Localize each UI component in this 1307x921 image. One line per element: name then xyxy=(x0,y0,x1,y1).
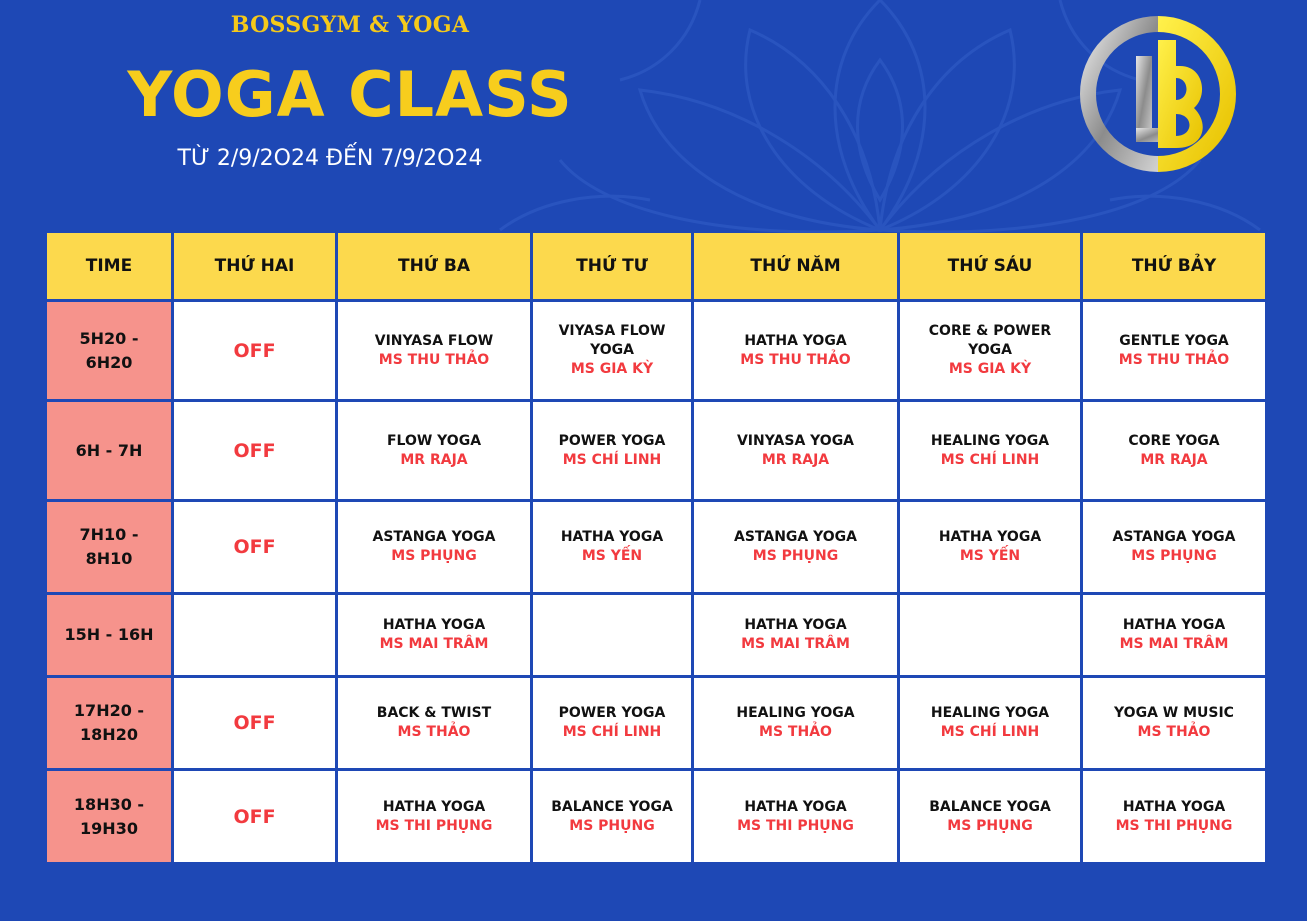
teacher-name: MS THẢO xyxy=(1137,724,1211,740)
class-cell xyxy=(1083,771,1265,862)
time-slot-label: 17H20 - xyxy=(73,701,145,720)
teacher-name: MS THU THẢO xyxy=(378,351,490,368)
class-cell xyxy=(900,302,1080,399)
class-name: HATHA YOGA xyxy=(938,529,1042,545)
schedule-row xyxy=(47,771,1265,862)
teacher-name: MR RAJA xyxy=(400,451,468,468)
teacher-name: MS GIA KỲ xyxy=(570,361,654,377)
time-slot-label: 8H10 xyxy=(85,549,133,568)
class-name: BALANCE YOGA xyxy=(929,798,1051,815)
teacher-name: MS PHỤNG xyxy=(947,817,1033,834)
class-name: YOGA W MUSIC xyxy=(1114,705,1234,721)
schedule-row xyxy=(47,678,1265,768)
class-cell xyxy=(900,502,1080,592)
schedule-table xyxy=(44,230,1268,865)
class-cell xyxy=(174,595,335,675)
teacher-name: MS CHÍ LINH xyxy=(562,724,662,740)
class-cell xyxy=(338,771,530,862)
header-friday: THỨ SÁU xyxy=(900,233,1080,299)
teacher-name: MR RAJA xyxy=(1140,451,1208,468)
header-time: TIME xyxy=(47,233,171,299)
class-cell xyxy=(174,402,335,499)
class-cell xyxy=(533,771,691,862)
class-cell xyxy=(900,771,1080,862)
class-cell xyxy=(1083,595,1265,675)
teacher-name: MS CHÍ LINH xyxy=(562,451,662,468)
brand-name: BOSSGYM & YOGA xyxy=(230,12,470,38)
class-cell xyxy=(174,771,335,862)
teacher-name: MS CHÍ LINH xyxy=(940,724,1040,740)
class-cell xyxy=(533,595,691,675)
off-label: OFF xyxy=(233,712,276,734)
class-name: POWER YOGA xyxy=(558,432,666,449)
class-cell xyxy=(694,402,897,499)
teacher-name: MS YẾN xyxy=(581,548,643,564)
class-name: HATHA YOGA xyxy=(1122,617,1226,633)
date-range: TỪ 2/9/2O24 ĐẾN 7/9/2O24 xyxy=(177,146,483,171)
teacher-name: MS THI PHỤNG xyxy=(737,817,854,834)
class-cell xyxy=(533,302,691,399)
class-name: GENTLE YOGA xyxy=(1119,332,1229,349)
off-label: OFF xyxy=(233,805,276,828)
time-slot-label: 6H20 xyxy=(85,352,133,372)
class-name: YOGA xyxy=(590,342,634,358)
time-slot-cell xyxy=(47,595,171,675)
class-cell xyxy=(694,502,897,592)
teacher-name: MS GIA KỲ xyxy=(948,361,1032,377)
class-name: HATHA YOGA xyxy=(744,617,847,633)
class-cell xyxy=(694,595,897,675)
page-title: YOGA CLASS xyxy=(127,58,573,131)
class-name: HEALING YOGA xyxy=(736,705,855,721)
class-name: BACK & TWIST xyxy=(376,705,492,721)
header-tuesday: THỨ BA xyxy=(338,233,530,299)
class-cell xyxy=(338,302,530,399)
teacher-name: MS THẢO xyxy=(397,724,471,740)
class-cell xyxy=(533,402,691,499)
off-label: OFF xyxy=(233,536,276,558)
class-name: CORE & POWER xyxy=(928,323,1052,339)
class-cell xyxy=(1083,402,1265,499)
teacher-name: MS PHỤNG xyxy=(1131,548,1217,564)
teacher-name: MS MAI TRÂM xyxy=(741,636,850,652)
header-wednesday: THỨ TƯ xyxy=(533,233,691,299)
class-cell xyxy=(900,595,1080,675)
class-cell xyxy=(174,502,335,592)
teacher-name: MS THI PHỤNG xyxy=(375,817,493,834)
class-name: HATHA YOGA xyxy=(560,529,664,545)
teacher-name: MS MAI TRÂM xyxy=(379,636,489,652)
class-cell xyxy=(900,678,1080,768)
class-name: HATHA YOGA xyxy=(382,798,486,815)
class-cell xyxy=(900,402,1080,499)
schedule-row xyxy=(47,502,1265,592)
teacher-name: MS THI PHỤNG xyxy=(1115,817,1233,834)
boss-b-logo-icon xyxy=(1080,16,1236,172)
class-cell xyxy=(338,502,530,592)
teacher-name: MS THẢO xyxy=(759,724,832,740)
class-name: VIYASA FLOW xyxy=(558,323,666,339)
class-name: FLOW YOGA xyxy=(386,432,482,449)
class-cell xyxy=(1083,302,1265,399)
class-cell xyxy=(533,502,691,592)
class-name: POWER YOGA xyxy=(558,705,666,721)
class-name: HEALING YOGA xyxy=(930,432,1050,449)
time-slot-label: 19H30 xyxy=(80,818,138,838)
header-thursday: THỨ NĂM xyxy=(694,233,897,299)
class-name: HATHA YOGA xyxy=(382,617,486,633)
schedule-row xyxy=(47,402,1265,499)
class-name: ASTANGA YOGA xyxy=(734,529,857,545)
class-name: HATHA YOGA xyxy=(744,332,847,349)
header-row xyxy=(47,233,1265,299)
teacher-name: MS PHỤNG xyxy=(752,548,839,564)
class-name: VINYASA YOGA xyxy=(736,432,855,449)
teacher-name: MS CHÍ LINH xyxy=(940,451,1040,468)
class-name: VINYASA FLOW xyxy=(374,332,494,349)
time-slot-cell xyxy=(47,771,171,862)
class-cell xyxy=(1083,678,1265,768)
class-name: HATHA YOGA xyxy=(744,798,847,815)
time-slot-label: 15H - 16H xyxy=(64,625,154,644)
schedule-row xyxy=(47,595,1265,675)
teacher-name: MS THU THẢO xyxy=(740,351,851,368)
off-label: OFF xyxy=(233,339,276,362)
class-name: HEALING YOGA xyxy=(930,705,1050,721)
header-saturday: THỨ BẢY xyxy=(1083,233,1265,299)
time-slot-cell xyxy=(47,302,171,399)
teacher-name: MS PHỤNG xyxy=(391,548,477,564)
class-name: HATHA YOGA xyxy=(1122,798,1226,815)
teacher-name: MS THU THẢO xyxy=(1118,351,1230,368)
class-cell xyxy=(533,678,691,768)
class-name: ASTANGA YOGA xyxy=(1112,529,1236,545)
teacher-name: MS YẾN xyxy=(959,548,1021,564)
class-name: BALANCE YOGA xyxy=(551,798,673,815)
teacher-name: MS MAI TRÂM xyxy=(1119,636,1229,652)
class-name: CORE YOGA xyxy=(1128,432,1220,449)
class-cell xyxy=(694,302,897,399)
teacher-name: MS PHỤNG xyxy=(569,817,655,834)
class-cell xyxy=(174,678,335,768)
time-slot-cell xyxy=(47,502,171,592)
class-cell xyxy=(338,595,530,675)
class-cell xyxy=(338,678,530,768)
time-slot-label: 7H10 - xyxy=(79,525,139,544)
teacher-name: MR RAJA xyxy=(761,451,830,468)
time-slot-cell xyxy=(47,678,171,768)
time-slot-label: 18H30 - xyxy=(73,794,145,814)
time-slot-label: 18H20 xyxy=(80,725,138,744)
time-slot-label: 5H20 - xyxy=(79,328,139,348)
class-name: YOGA xyxy=(968,342,1012,358)
class-cell xyxy=(694,771,897,862)
time-slot-label: 6H - 7H xyxy=(75,440,143,460)
off-label: OFF xyxy=(233,439,276,462)
time-slot-cell xyxy=(47,402,171,499)
schedule-row xyxy=(47,302,1265,399)
class-name: ASTANGA YOGA xyxy=(372,529,496,545)
header-monday: THỨ HAI xyxy=(174,233,335,299)
class-cell xyxy=(694,678,897,768)
class-cell xyxy=(1083,502,1265,592)
class-cell xyxy=(174,302,335,399)
class-cell xyxy=(338,402,530,499)
